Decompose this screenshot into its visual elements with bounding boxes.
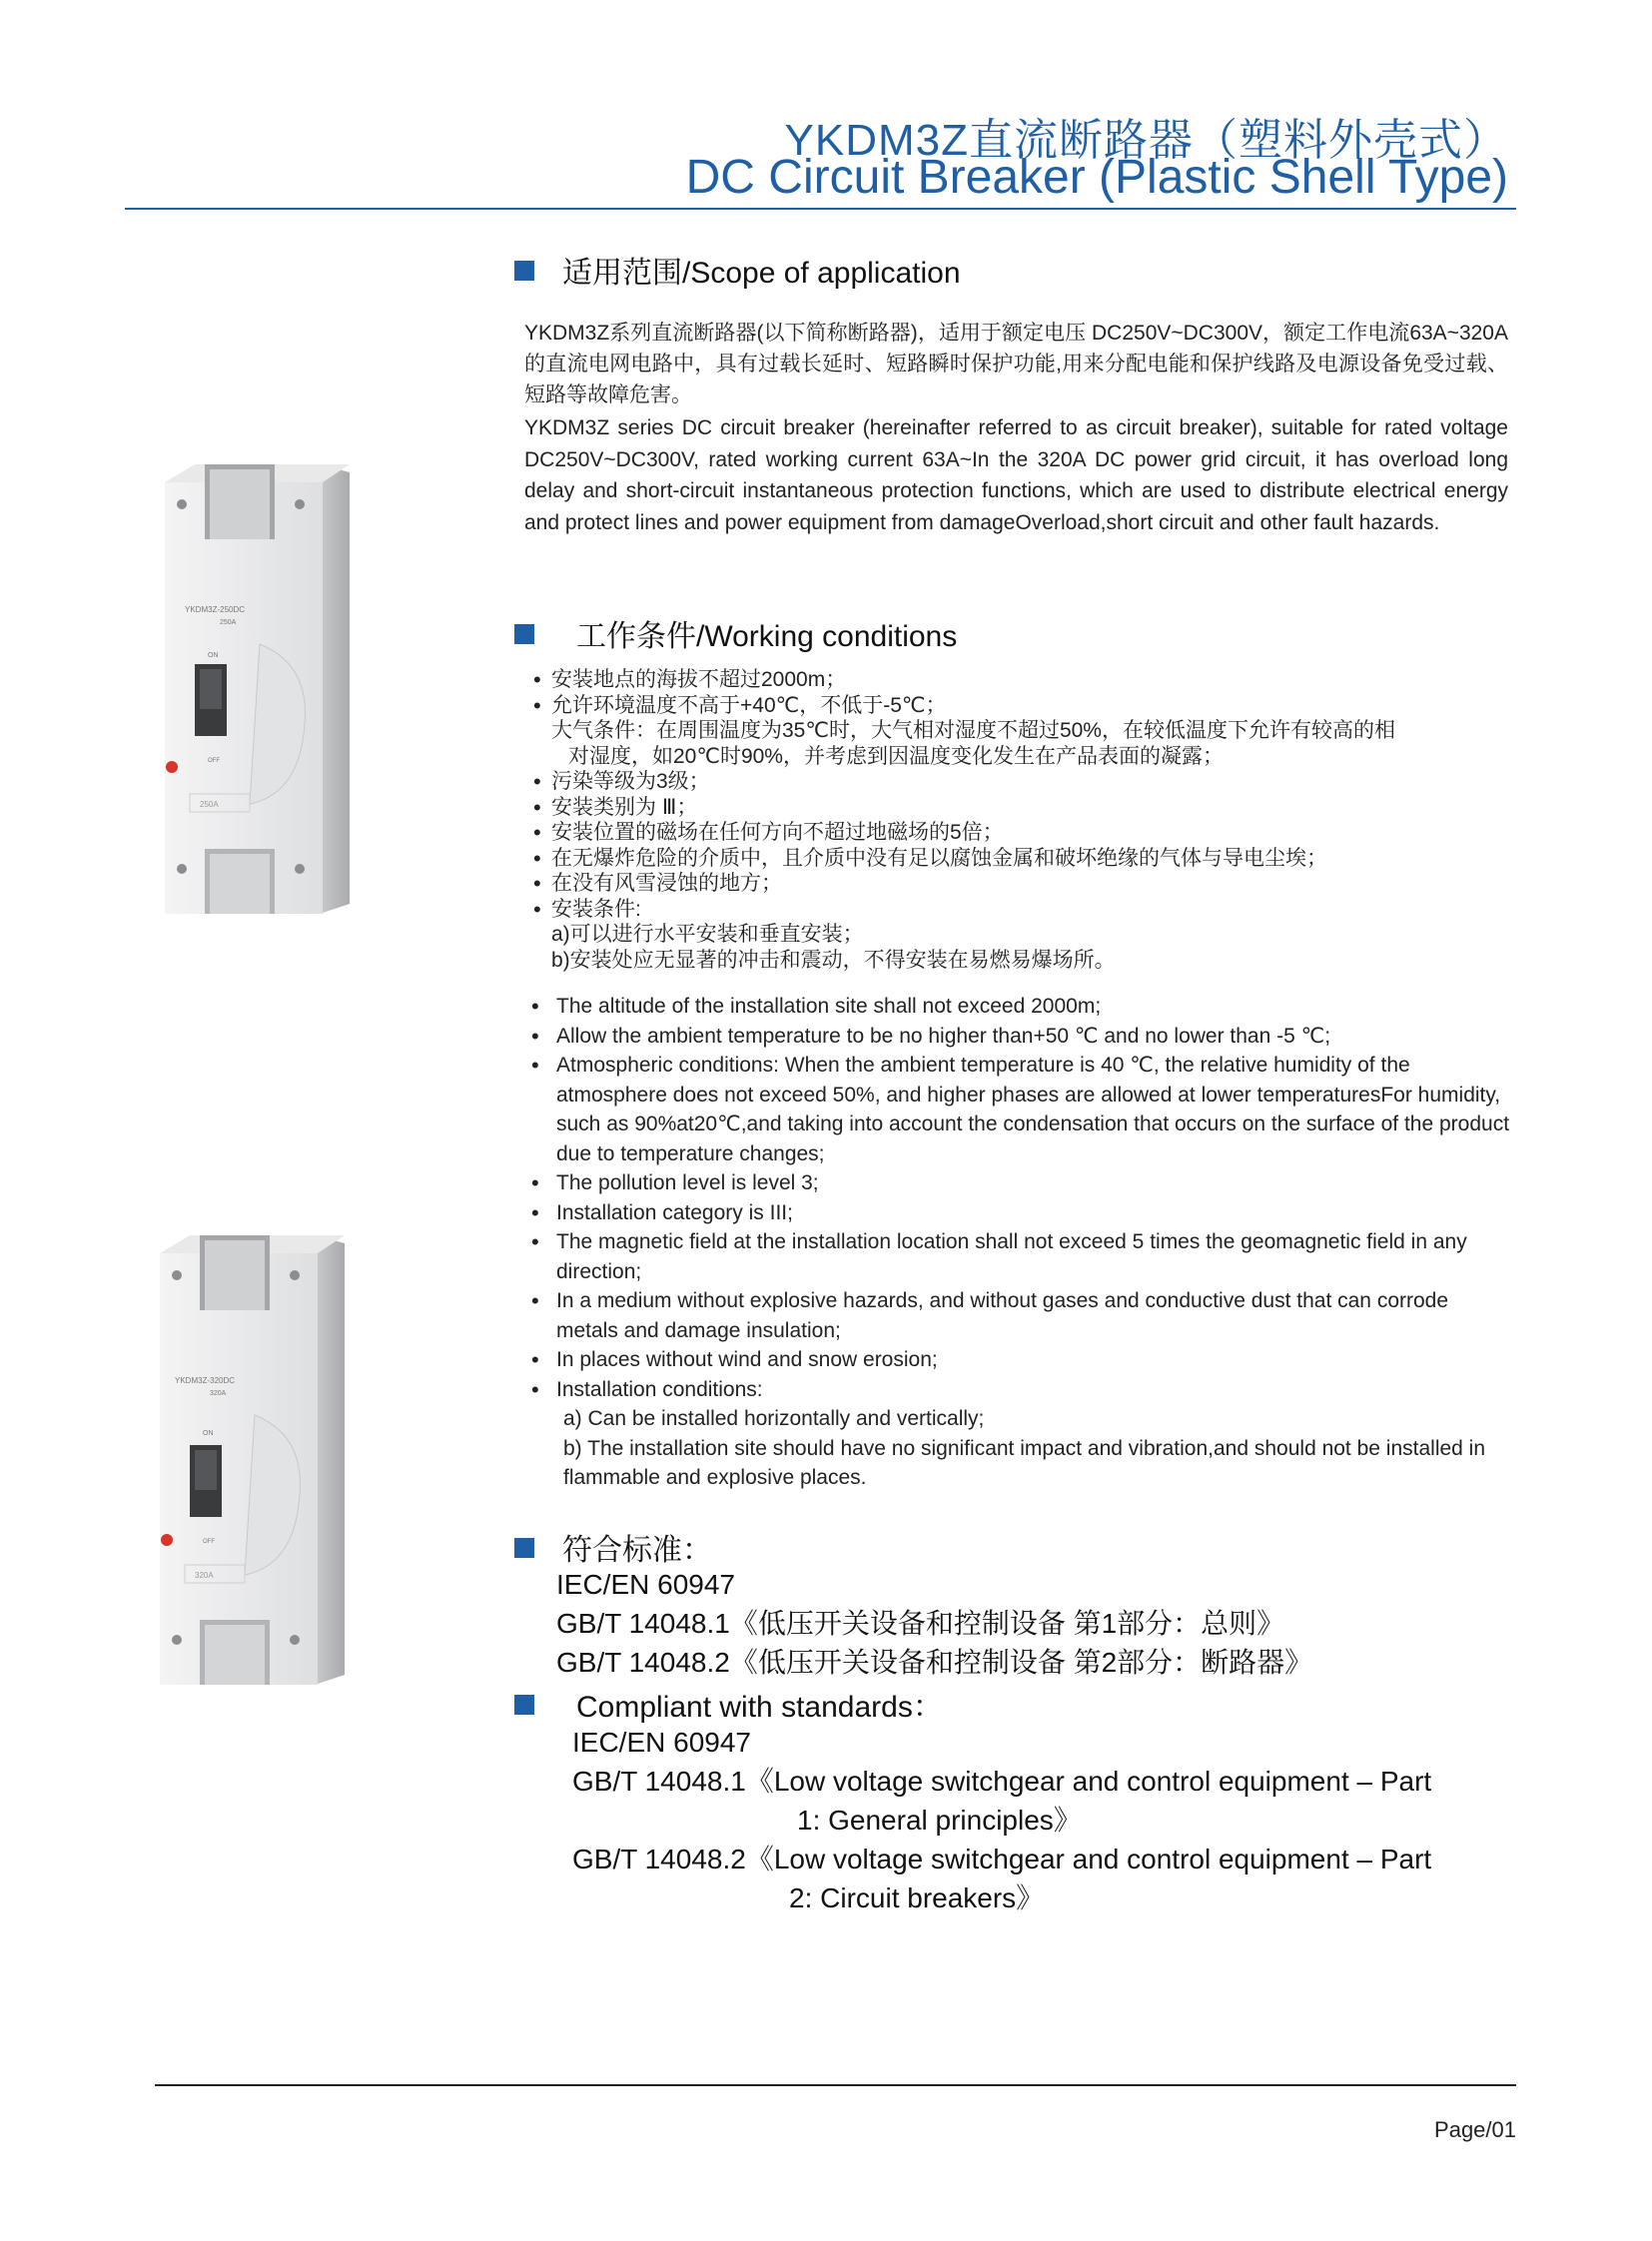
breaker-model-text: YKDM3Z-320DC bbox=[175, 1376, 236, 1385]
list-item bbox=[529, 1051, 1513, 1168]
list-item: • 安装地点的海拔不超过2000m； bbox=[531, 667, 1515, 693]
title-divider bbox=[125, 208, 1516, 210]
standard-line: 2: Circuit breakers》 bbox=[789, 1882, 1045, 1913]
section-heading-standards-cn bbox=[514, 1525, 712, 1569]
list-item: b) The installation site should have no significant impact and vibration,and should not be installed in flammable and explosive places. bbox=[563, 1436, 1486, 1489]
breaker-badge-text: 320A bbox=[195, 1571, 214, 1580]
breaker-model-text: YKDM3Z-250DC bbox=[185, 605, 246, 614]
page-number: Page/01 bbox=[1434, 2117, 1516, 2142]
scope-text-en: YKDM3Z series DC circuit breaker (hereinafter referred to as circuit breaker), suitable for rated voltage DC250V~DC300V, rated working current 63A~In the 320A DC power grid circuit, it has overload long delay and short-circuit instantaneous protection functions, which are used to distribute electrical energy and protect lines and power equipment from damageOverload,short circuit and other fault hazards. bbox=[524, 416, 1508, 534]
page-title-en: DC Circuit Breaker (Plastic Shell Type) bbox=[685, 151, 1508, 204]
list-item: • Installation category is III; bbox=[529, 1198, 1513, 1228]
list-item: a) Can be installed horizontally and vertically; bbox=[563, 1407, 985, 1430]
breaker-image-250dc bbox=[160, 464, 360, 914]
list-item: • 污染等级为3级； bbox=[531, 769, 1515, 795]
section-heading-scope bbox=[514, 248, 961, 292]
section-title: 适用范围/Scope of application bbox=[562, 257, 961, 290]
list-item: • The magnetic field at the installation location shall not exceed 5 times the geomagnetic field in any direction; bbox=[529, 1227, 1513, 1286]
bullet-square-icon bbox=[514, 1538, 534, 1558]
breaker-off-text: OFF bbox=[203, 1539, 215, 1545]
bullet-square-icon bbox=[514, 624, 534, 644]
section-title: 工作条件/Working conditions bbox=[576, 620, 958, 653]
list-item: • In a medium without explosive hazards, and without gases and conductive dust that can corrode metals and damage insulation; bbox=[529, 1286, 1513, 1345]
standards-en-list bbox=[572, 1723, 1531, 1917]
list-item: • 在没有风雪浸蚀的地方； bbox=[531, 871, 1515, 897]
list-item-text: • Atmospheric conditions: When the ambient temperature is 40 ℃, the relative humidity of the atmosphere does not exceed 50%, and higher phases are allowed at lower temperaturesFor humidity, such as 90%at20℃,and taking into account the condensation that occurs on the surface of the product due to temperature changes; bbox=[556, 1054, 1510, 1165]
standard-line: GB/T 14048.2《低压开关设备和控制设备 第2部分：断路器》 bbox=[556, 1647, 1313, 1678]
footer-divider bbox=[155, 2084, 1516, 2086]
working-conditions-en bbox=[529, 992, 1513, 1493]
standard-line: 1: General principles》 bbox=[797, 1805, 1082, 1836]
standard-line: IEC/EN 60947 bbox=[572, 1727, 751, 1758]
standard-line: GB/T 14048.2《Low voltage switchgear and control equipment – Part bbox=[572, 1844, 1432, 1874]
list-item: • Allow the ambient temperature to be no higher than+50 ℃ and no lower than -5 ℃; bbox=[529, 1022, 1513, 1052]
breaker-rating-text: 320A bbox=[210, 1390, 227, 1397]
list-item: • The altitude of the installation site shall not exceed 2000m; bbox=[529, 992, 1513, 1022]
breaker-badge-text: 250A bbox=[200, 800, 219, 809]
list-item: • 安装条件: bbox=[531, 897, 1515, 923]
list-item: • Installation conditions: bbox=[529, 1375, 1513, 1405]
list-item: • 允许环境温度不高于+40℃，不低于-5℃； bbox=[531, 693, 1515, 719]
list-item: • In places without wind and snow erosion; bbox=[529, 1345, 1513, 1375]
standard-line: GB/T 14048.1《Low voltage switchgear and control equipment – Part bbox=[572, 1766, 1432, 1797]
list-item: • The pollution level is level 3; bbox=[529, 1168, 1513, 1198]
breaker-off-text: OFF bbox=[208, 758, 220, 764]
bullet-square-icon bbox=[514, 261, 534, 281]
list-item: b)安装处应无显著的冲击和震动，不得安装在易燃易爆场所。 bbox=[551, 948, 1116, 972]
standard-line: GB/T 14048.1《低压开关设备和控制设备 第1部分：总则》 bbox=[556, 1608, 1285, 1639]
breaker-on-text: ON bbox=[208, 652, 219, 659]
section-title: Compliant with standards： bbox=[576, 1691, 943, 1724]
standard-line: IEC/EN 60947 bbox=[556, 1569, 735, 1600]
list-item: 大气条件：在周围温度为35℃时，大气相对湿度不超过50%，在较低温度下允许有较高的相 bbox=[551, 719, 1395, 742]
list-item: • 在无爆炸危险的介质中，且介质中没有足以腐蚀金属和破坏绝缘的气体与导电尘埃； bbox=[531, 846, 1515, 872]
section-heading-standards-en bbox=[514, 1682, 943, 1726]
scope-text-cn: YKDM3Z系列直流断路器(以下简称断路器)，适用于额定电压 DC250V~DC300V，额定工作电流63A~320A的直流电网电路中，具有过载长延时、短路瞬时保护功能,用来分配电能和保护线路及电源设备免受过载、短路等故障危害。 bbox=[524, 322, 1508, 406]
section-heading-working bbox=[514, 611, 957, 655]
list-item: 对湿度，如20℃时90%，并考虑到因温度变化发生在产品表面的凝露； bbox=[568, 744, 1224, 768]
breaker-image-320dc bbox=[155, 1235, 355, 1685]
standards-cn-list bbox=[556, 1565, 1312, 1682]
page-title-cn: YKDM3Z直流断路器（塑料外壳式） bbox=[784, 116, 1508, 165]
breaker-rating-text: 250A bbox=[220, 619, 237, 626]
section-title: 符合标准： bbox=[562, 1534, 712, 1567]
list-item: • 安装位置的磁场在任何方向不超过地磁场的5倍； bbox=[531, 820, 1515, 846]
list-item: • 安装类别为 Ⅲ； bbox=[531, 795, 1515, 821]
breaker-on-text: ON bbox=[203, 1430, 214, 1437]
bullet-square-icon bbox=[514, 1695, 534, 1715]
working-conditions-cn bbox=[531, 667, 1515, 973]
list-item: a)可以进行水平安装和垂直安装； bbox=[551, 923, 864, 946]
